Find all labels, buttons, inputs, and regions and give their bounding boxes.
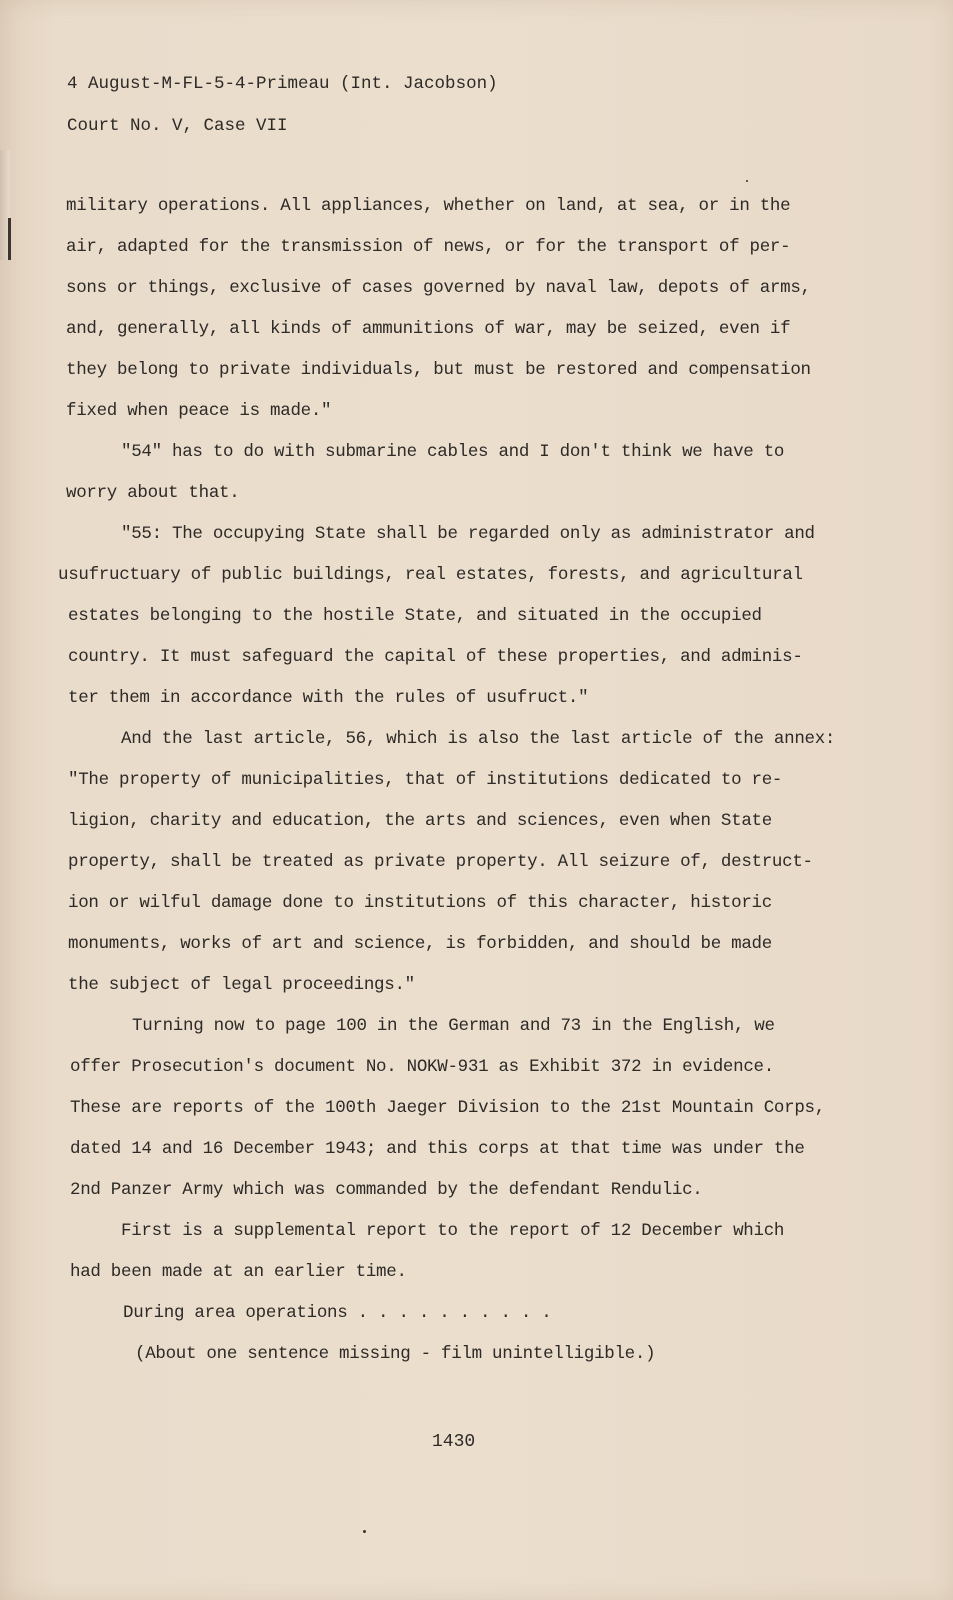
text-line: the subject of legal proceedings." xyxy=(68,975,415,995)
header-line-1: 4 August-M-FL-5-4-Primeau (Int. Jacobson) xyxy=(67,74,498,94)
text-line: property, shall be treated as private property. All seizure of, destruct- xyxy=(68,852,813,872)
text-line: offer Prosecution's document No. NOKW-931 as Exhibit 372 in evidence. xyxy=(70,1057,774,1077)
text-line: (About one sentence missing - film unintelligible.) xyxy=(135,1344,656,1364)
text-line: During area operations . . . . . . . . . . xyxy=(123,1303,552,1323)
paper-speck xyxy=(363,1530,366,1533)
paper-speck xyxy=(746,180,748,182)
page-number: 1430 xyxy=(432,1432,476,1452)
text-line: air, adapted for the transmission of news, or for the transport of per- xyxy=(66,237,791,257)
text-line: 2nd Panzer Army which was commanded by the defendant Rendulic. xyxy=(70,1180,703,1200)
text-line: estates belonging to the hostile State, and situated in the occupied xyxy=(68,606,762,626)
text-line: military operations. All appliances, whether on land, at sea, or in the xyxy=(66,196,791,216)
text-line: "The property of municipalities, that of institutions dedicated to re- xyxy=(68,770,783,790)
text-line: fixed when peace is made." xyxy=(66,401,332,421)
text-line: usufructuary of public buildings, real estates, forests, and agricultural xyxy=(58,565,803,585)
text-line: ter them in accordance with the rules of usufruct." xyxy=(68,688,589,708)
text-line: ligion, charity and education, the arts and sciences, even when State xyxy=(68,811,772,831)
text-line: First is a supplemental report to the report of 12 December which xyxy=(121,1221,785,1241)
text-line: worry about that. xyxy=(66,483,240,503)
text-line: Turning now to page 100 in the German and 73 in the English, we xyxy=(132,1016,775,1036)
text-line: "54" has to do with submarine cables and I don't think we have to xyxy=(121,442,785,462)
text-line: dated 14 and 16 December 1943; and this corps at that time was under the xyxy=(70,1139,805,1159)
text-line: These are reports of the 100th Jaeger Division to the 21st Mountain Corps, xyxy=(70,1098,825,1118)
text-line: country. It must safeguard the capital of these properties, and adminis- xyxy=(68,647,803,667)
text-line: they belong to private individuals, but must be restored and compensation xyxy=(66,360,811,380)
margin-mark xyxy=(8,218,11,260)
text-line: "55: The occupying State shall be regarded only as administrator and xyxy=(121,524,815,544)
text-line: monuments, works of art and science, is forbidden, and should be made xyxy=(68,934,772,954)
text-line: ion or wilful damage done to institutions of this character, historic xyxy=(68,893,772,913)
header-line-2: Court No. V, Case VII xyxy=(67,116,288,136)
text-line: had been made at an earlier time. xyxy=(70,1262,407,1282)
text-line: sons or things, exclusive of cases governed by naval law, depots of arms, xyxy=(66,278,811,298)
text-line: and, generally, all kinds of ammunitions of war, may be seized, even if xyxy=(66,319,791,339)
text-line: And the last article, 56, which is also the last article of the annex: xyxy=(121,729,836,749)
